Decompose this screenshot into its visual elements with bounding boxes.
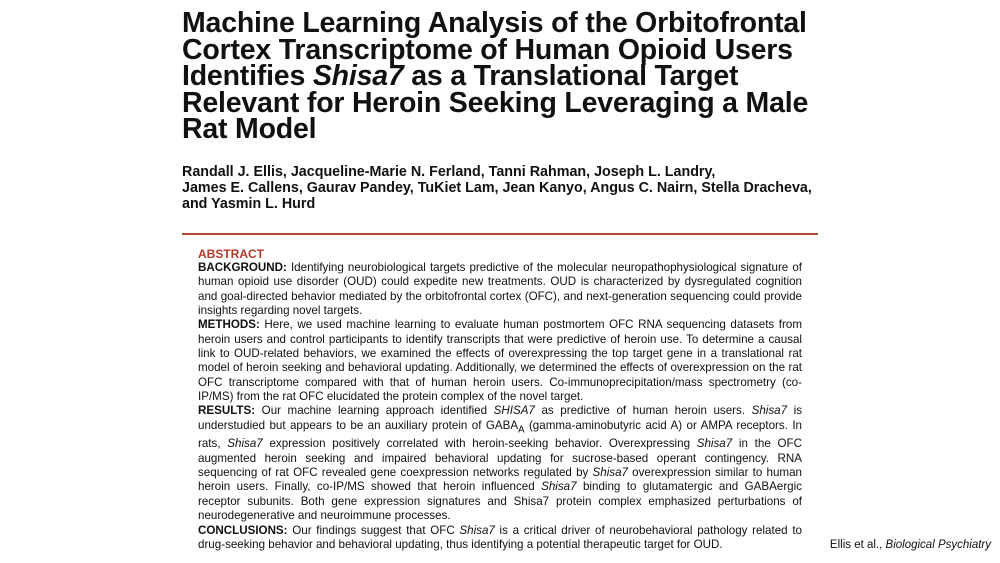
title-line: Cortex Transcriptome of Human Opioid Users [182,33,793,66]
results-label: RESULTS: [198,404,256,418]
title-line: Rat Model [182,113,317,145]
conclusions-label: CONCLUSIONS: [198,523,288,537]
abstract-methods: METHODS: Here, we used machine learning to evaluate human postmortem OFC RNA sequencing datasets from heroin users and control participants to identify transcripts that were predictive of heroin use. To determine a causal link to OUD-related behaviors, we examined the effects of overexpressing the top target gene in a translational rat model of heroin seeking and behavioral updating. Additionally, we determined the effects of overexpression on the rat OFC transcriptome compared with that of human heroin users. Co-immunoprecipitation/mass spectrometry (co-IP/MS) from the rat OFC elucidated the protein complex of the novel target. [198,318,802,404]
title-line: Identifies Shisa7 as a Translational Target [182,60,739,92]
background-label: BACKGROUND: [198,261,287,274]
abstract-conclusions: CONCLUSIONS: Our findings suggest that OFC Shisa7 is a critical driver of neurobehavioral pathology related to drug-seeking behavior and behavioral updating, thus identifying a potential therapeutic target for OUD. [198,523,802,551]
author-line: James E. Callens, Gaurav Pandey, TuKiet Lam, Jean Kanyo, Angus C. Nairn, Stella Dracheva, [182,180,812,196]
title-line: Machine Learning Analysis of the Orbitofrontal [182,7,807,39]
journal-name: Biological Psychiatry [885,539,991,551]
author-line: Randall J. Ellis, Jacqueline-Marie N. Ferland, Tanni Rahman, Joseph L. Landry, [182,164,716,180]
abstract-heading: ABSTRACT [198,247,264,261]
citation: Ellis et al., Biological Psychiatry [829,539,991,551]
abstract-body [198,261,802,552]
paper-title [182,7,832,145]
title-gene-name: Shisa7 [312,60,404,92]
abstract-results: RESULTS: Our machine learning approach identified SHISA7 as predictive of human heroin users. Shisa7 is understudied but appears to be an auxiliary protein of $GABA_A$ (gamma-aminobutyric acid A) or AMPA receptors. In rats, Shisa7 expression positively correlated with heroin-seeking behavior. Overexpressing Shisa7 in the OFC augmented heroin seeking and impaired behavioral updating for sucrose-based operant contingency. RNA sequencing of rat OFC revealed gene coexpression networks regulated by Shisa7 overexpression similar to human heroin users. Finally, co-IP/MS showed that heroin influenced Shisa7 binding to glutamatergic and GABAergic receptor subunits. Both gene expression signatures and Shisa7 protein complex emphasized perturbations of neurodegenerative and neuroimmune processes. [198,404,802,523]
abstract-background: BACKGROUND: Identifying neurobiological targets predictive of the molecular neuropathophysiological signature of human opioid use disorder (OUD) could expedite new treatments. OUD is characterized by dysregulated cognition and goal-directed behavior mediated by the orbitofrontal cortex (OFC), and next-generation sequencing could provide insights regarding novel targets. [198,261,802,318]
methods-label: METHODS: [198,318,260,332]
author-list [182,164,822,212]
title-line: Relevant for Heroin Seeking Leveraging a Male [182,86,809,119]
section-divider [182,233,818,235]
author-line: and Yasmin L. Hurd [182,196,316,212]
